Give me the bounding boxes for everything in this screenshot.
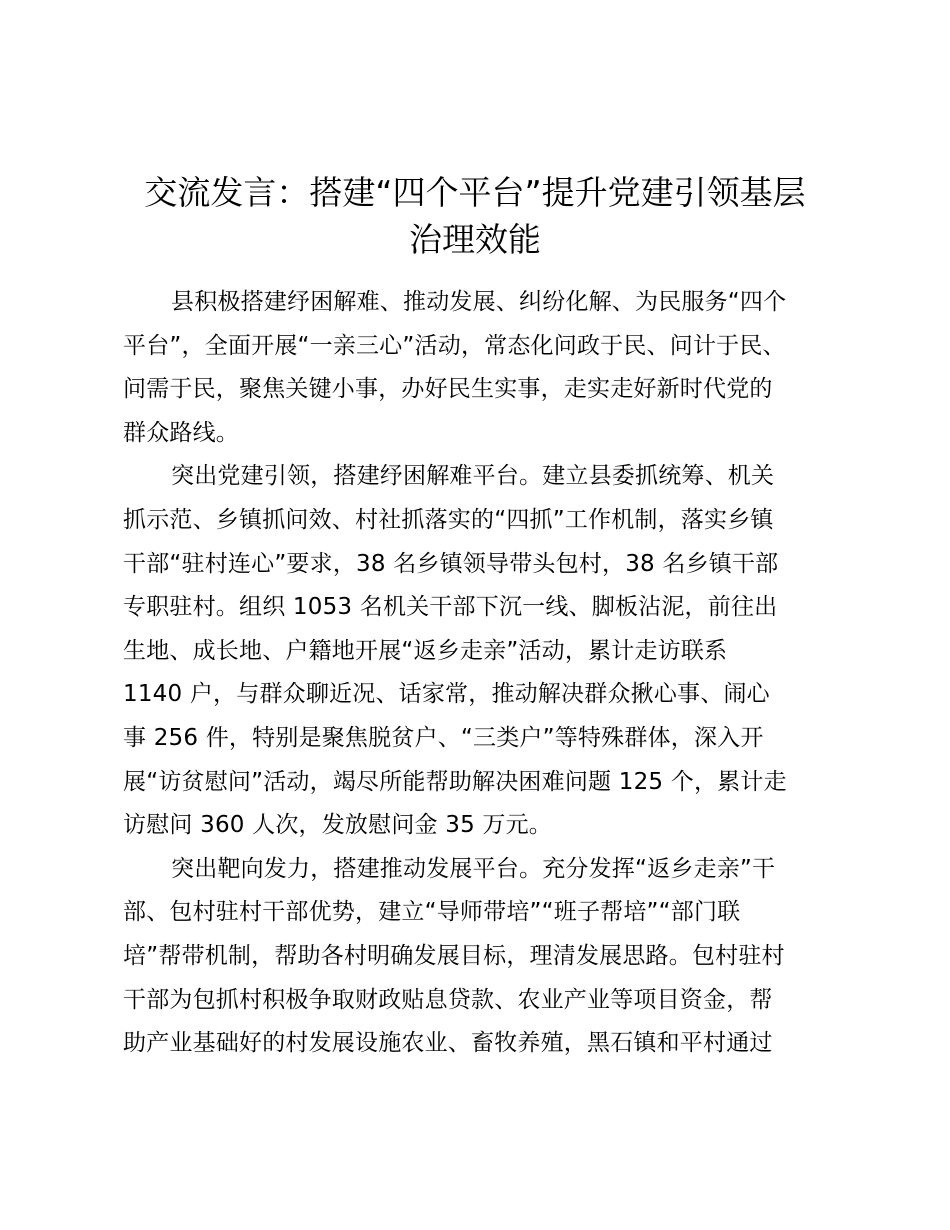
document-title-line-1: 交流发言：搭建“四个平台”提升党建引领基层 [144,173,806,212]
paragraph-3-line: 部、包村驻村干部优势，建立“导师带培”“班子帮培”“部门联 [123,899,741,926]
paragraph-3-line: 突出靶向发力，搭建推动发展平台。充分发挥“返乡走亲”干 [171,855,776,882]
paragraph-3-line: 助产业基础好的村发展设施农业、畜牧养殖，黑石镇和平村通过 [123,1030,773,1057]
paragraph-2-line: 展“访贫慰问”活动，竭尽所能帮助解决困难问题 125 个，累计走 [123,768,787,795]
paragraph-1-line: 平台”，全面开展“一亲三心”活动，常态化问政于民、问计于民、 [123,332,786,359]
paragraph-2-line: 生地、成长地、户籍地开展“返乡走亲”活动，累计走访联系 [123,637,728,664]
paragraph-1-line: 群众路线。 [123,419,239,446]
paragraph-3-line: 培”帮带机制，帮助各村明确发展目标，理清发展思路。包村驻村 [123,942,785,969]
document-title-line-2: 治理效能 [409,220,541,259]
paragraph-1-line: 县积极搭建纾困解难、推动发展、纠纷化解、为民服务“四个 [171,289,787,315]
paragraph-2-line: 干部“驻村连心”要求，38 名乡镇领导带头包村，38 名乡镇干部 [123,550,779,577]
paragraph-2-line: 访慰问 360 人次，发放慰问金 35 万元。 [123,812,553,839]
paragraph-2-line: 专职驻村。组织 1053 名机关干部下沉一线、脚板沾泥，前往出 [123,594,778,621]
paragraph-1-line: 问需于民，聚焦关键小事，办好民生实事，走实走好新时代党的 [123,376,773,403]
document-body [123,281,843,1066]
paragraph-2-line: 事 256 件，特别是聚焦脱贫户、“三类户”等特殊群体，深入开 [123,724,764,751]
paragraph-2-line: 1140 户，与群众聊近况、话家常，推动解决群众揪心事、闹心 [123,681,770,708]
paragraph-2-line: 抓示范、乡镇抓问效、村社抓落实的“四抓”工作机制，落实乡镇 [123,506,774,533]
paragraph-2-line: 突出党建引领，搭建纾困解难平台。建立县委抓统筹、机关 [171,463,775,490]
paragraph-3-line: 干部为包抓村积极争取财政贴息贷款、农业产业等项目资金，帮 [123,986,773,1013]
